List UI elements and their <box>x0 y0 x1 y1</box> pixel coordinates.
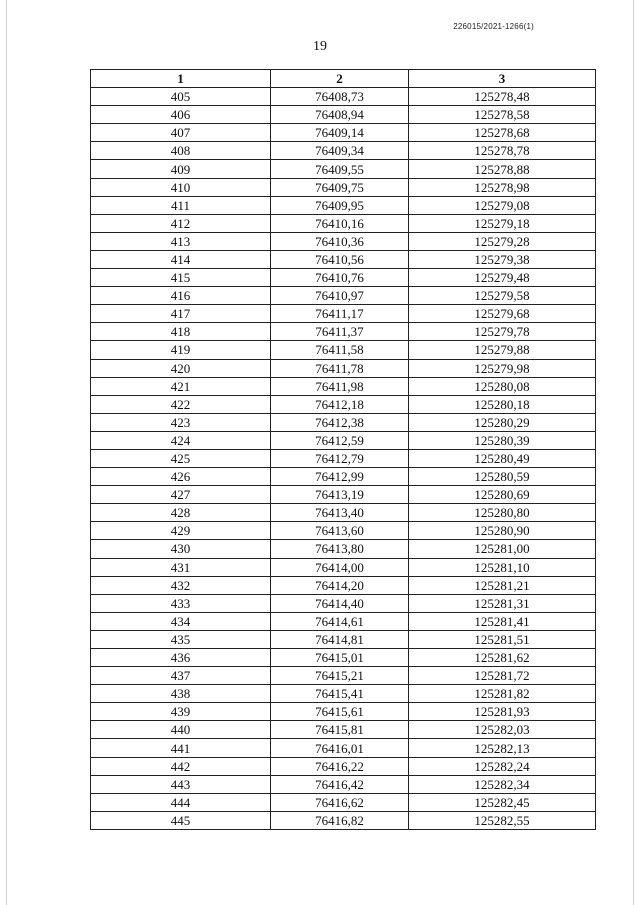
coordinates-table <box>90 69 596 830</box>
point-number-cell: 430 <box>91 540 271 558</box>
point-number-cell: 444 <box>91 793 271 811</box>
point-number-cell: 418 <box>91 323 271 341</box>
table-row <box>91 196 596 214</box>
table-row <box>91 540 596 558</box>
point-number-cell: 431 <box>91 558 271 576</box>
point-number-cell: 433 <box>91 594 271 612</box>
point-number-cell: 427 <box>91 486 271 504</box>
y-coordinate-cell: 125280,08 <box>409 377 596 395</box>
y-coordinate-cell: 125279,18 <box>409 214 596 232</box>
y-coordinate-cell: 125280,39 <box>409 431 596 449</box>
x-coordinate-cell: 76409,75 <box>271 178 409 196</box>
point-number-cell: 407 <box>91 124 271 142</box>
y-coordinate-cell: 125280,18 <box>409 395 596 413</box>
table-row <box>91 594 596 612</box>
point-number-cell: 441 <box>91 739 271 757</box>
document-reference: 226015/2021-1266(1) <box>453 22 534 31</box>
column-header-2: 2 <box>271 70 409 88</box>
point-number-cell: 405 <box>91 88 271 106</box>
x-coordinate-cell: 76411,17 <box>271 305 409 323</box>
table-row <box>91 287 596 305</box>
y-coordinate-cell: 125281,31 <box>409 594 596 612</box>
x-coordinate-cell: 76413,60 <box>271 522 409 540</box>
y-coordinate-cell: 125280,49 <box>409 449 596 467</box>
y-coordinate-cell: 125280,80 <box>409 504 596 522</box>
y-coordinate-cell: 125279,68 <box>409 305 596 323</box>
x-coordinate-cell: 76408,73 <box>271 88 409 106</box>
table-row <box>91 504 596 522</box>
y-coordinate-cell: 125280,59 <box>409 468 596 486</box>
table-row <box>91 323 596 341</box>
point-number-cell: 423 <box>91 413 271 431</box>
table-row <box>91 775 596 793</box>
x-coordinate-cell: 76411,58 <box>271 341 409 359</box>
x-coordinate-cell: 76416,62 <box>271 793 409 811</box>
y-coordinate-cell: 125279,78 <box>409 323 596 341</box>
x-coordinate-cell: 76414,61 <box>271 612 409 630</box>
table-row <box>91 449 596 467</box>
x-coordinate-cell: 76415,01 <box>271 649 409 667</box>
y-coordinate-cell: 125278,58 <box>409 106 596 124</box>
x-coordinate-cell: 76410,76 <box>271 269 409 287</box>
table-row <box>91 88 596 106</box>
table-row <box>91 232 596 250</box>
y-coordinate-cell: 125281,62 <box>409 649 596 667</box>
point-number-cell: 439 <box>91 703 271 721</box>
y-coordinate-cell: 125278,48 <box>409 88 596 106</box>
table-row <box>91 305 596 323</box>
table-row <box>91 703 596 721</box>
table-row <box>91 522 596 540</box>
x-coordinate-cell: 76414,40 <box>271 594 409 612</box>
table-row <box>91 214 596 232</box>
point-number-cell: 437 <box>91 667 271 685</box>
y-coordinate-cell: 125281,51 <box>409 630 596 648</box>
x-coordinate-cell: 76412,79 <box>271 449 409 467</box>
table-body <box>91 88 596 830</box>
scan-edge-right <box>633 0 634 905</box>
table-row <box>91 142 596 160</box>
column-header-3: 3 <box>409 70 596 88</box>
point-number-cell: 410 <box>91 178 271 196</box>
point-number-cell: 442 <box>91 757 271 775</box>
point-number-cell: 409 <box>91 160 271 178</box>
x-coordinate-cell: 76413,40 <box>271 504 409 522</box>
y-coordinate-cell: 125279,88 <box>409 341 596 359</box>
y-coordinate-cell: 125279,28 <box>409 232 596 250</box>
y-coordinate-cell: 125282,13 <box>409 739 596 757</box>
y-coordinate-cell: 125281,21 <box>409 576 596 594</box>
table-row <box>91 558 596 576</box>
point-number-cell: 440 <box>91 721 271 739</box>
table-header <box>91 70 596 88</box>
x-coordinate-cell: 76409,55 <box>271 160 409 178</box>
y-coordinate-cell: 125282,45 <box>409 793 596 811</box>
y-coordinate-cell: 125281,41 <box>409 612 596 630</box>
point-number-cell: 420 <box>91 359 271 377</box>
y-coordinate-cell: 125279,38 <box>409 250 596 268</box>
x-coordinate-cell: 76414,81 <box>271 630 409 648</box>
y-coordinate-cell: 125282,24 <box>409 757 596 775</box>
y-coordinate-cell: 125279,58 <box>409 287 596 305</box>
y-coordinate-cell: 125280,69 <box>409 486 596 504</box>
y-coordinate-cell: 125281,72 <box>409 667 596 685</box>
point-number-cell: 432 <box>91 576 271 594</box>
x-coordinate-cell: 76411,37 <box>271 323 409 341</box>
table-row <box>91 576 596 594</box>
y-coordinate-cell: 125282,34 <box>409 775 596 793</box>
y-coordinate-cell: 125281,00 <box>409 540 596 558</box>
table-row <box>91 431 596 449</box>
point-number-cell: 419 <box>91 341 271 359</box>
table-row <box>91 685 596 703</box>
point-number-cell: 426 <box>91 468 271 486</box>
point-number-cell: 434 <box>91 612 271 630</box>
y-coordinate-cell: 125278,88 <box>409 160 596 178</box>
point-number-cell: 412 <box>91 214 271 232</box>
point-number-cell: 425 <box>91 449 271 467</box>
table-row <box>91 178 596 196</box>
x-coordinate-cell: 76413,80 <box>271 540 409 558</box>
x-coordinate-cell: 76416,22 <box>271 757 409 775</box>
table-row <box>91 757 596 775</box>
point-number-cell: 429 <box>91 522 271 540</box>
y-coordinate-cell: 125279,48 <box>409 269 596 287</box>
table-row <box>91 468 596 486</box>
header-row <box>91 70 596 88</box>
table-row <box>91 377 596 395</box>
table-row <box>91 612 596 630</box>
y-coordinate-cell: 125282,03 <box>409 721 596 739</box>
page-number: 19 <box>313 39 327 54</box>
point-number-cell: 415 <box>91 269 271 287</box>
point-number-cell: 406 <box>91 106 271 124</box>
x-coordinate-cell: 76412,99 <box>271 468 409 486</box>
y-coordinate-cell: 125281,82 <box>409 685 596 703</box>
table-row <box>91 721 596 739</box>
x-coordinate-cell: 76409,95 <box>271 196 409 214</box>
x-coordinate-cell: 76415,61 <box>271 703 409 721</box>
x-coordinate-cell: 76410,36 <box>271 232 409 250</box>
x-coordinate-cell: 76414,00 <box>271 558 409 576</box>
x-coordinate-cell: 76413,19 <box>271 486 409 504</box>
y-coordinate-cell: 125281,10 <box>409 558 596 576</box>
table-row <box>91 649 596 667</box>
x-coordinate-cell: 76416,82 <box>271 811 409 829</box>
point-number-cell: 436 <box>91 649 271 667</box>
x-coordinate-cell: 76410,97 <box>271 287 409 305</box>
point-number-cell: 414 <box>91 250 271 268</box>
point-number-cell: 411 <box>91 196 271 214</box>
y-coordinate-cell: 125282,55 <box>409 811 596 829</box>
x-coordinate-cell: 76410,56 <box>271 250 409 268</box>
point-number-cell: 435 <box>91 630 271 648</box>
y-coordinate-cell: 125278,78 <box>409 142 596 160</box>
x-coordinate-cell: 76416,42 <box>271 775 409 793</box>
x-coordinate-cell: 76412,38 <box>271 413 409 431</box>
point-number-cell: 438 <box>91 685 271 703</box>
table-row <box>91 341 596 359</box>
table-row <box>91 793 596 811</box>
point-number-cell: 417 <box>91 305 271 323</box>
table-row <box>91 667 596 685</box>
y-coordinate-cell: 125280,29 <box>409 413 596 431</box>
point-number-cell: 443 <box>91 775 271 793</box>
y-coordinate-cell: 125278,98 <box>409 178 596 196</box>
x-coordinate-cell: 76415,81 <box>271 721 409 739</box>
y-coordinate-cell: 125278,68 <box>409 124 596 142</box>
x-coordinate-cell: 76411,78 <box>271 359 409 377</box>
table-row <box>91 106 596 124</box>
point-number-cell: 428 <box>91 504 271 522</box>
point-number-cell: 421 <box>91 377 271 395</box>
table-row <box>91 269 596 287</box>
point-number-cell: 413 <box>91 232 271 250</box>
table-row <box>91 160 596 178</box>
table-row <box>91 486 596 504</box>
point-number-cell: 408 <box>91 142 271 160</box>
scan-edge-left <box>6 0 7 905</box>
x-coordinate-cell: 76408,94 <box>271 106 409 124</box>
column-header-1: 1 <box>91 70 271 88</box>
y-coordinate-cell: 125280,90 <box>409 522 596 540</box>
table-row <box>91 811 596 829</box>
x-coordinate-cell: 76416,01 <box>271 739 409 757</box>
x-coordinate-cell: 76415,21 <box>271 667 409 685</box>
table-row <box>91 359 596 377</box>
point-number-cell: 445 <box>91 811 271 829</box>
x-coordinate-cell: 76409,34 <box>271 142 409 160</box>
x-coordinate-cell: 76414,20 <box>271 576 409 594</box>
x-coordinate-cell: 76409,14 <box>271 124 409 142</box>
x-coordinate-cell: 76412,59 <box>271 431 409 449</box>
table-row <box>91 413 596 431</box>
point-number-cell: 424 <box>91 431 271 449</box>
y-coordinate-cell: 125279,08 <box>409 196 596 214</box>
table-row <box>91 630 596 648</box>
x-coordinate-cell: 76410,16 <box>271 214 409 232</box>
point-number-cell: 416 <box>91 287 271 305</box>
y-coordinate-cell: 125279,98 <box>409 359 596 377</box>
table-row <box>91 395 596 413</box>
table-row <box>91 739 596 757</box>
y-coordinate-cell: 125281,93 <box>409 703 596 721</box>
x-coordinate-cell: 76415,41 <box>271 685 409 703</box>
table-row <box>91 250 596 268</box>
point-number-cell: 422 <box>91 395 271 413</box>
x-coordinate-cell: 76412,18 <box>271 395 409 413</box>
x-coordinate-cell: 76411,98 <box>271 377 409 395</box>
table-row <box>91 124 596 142</box>
